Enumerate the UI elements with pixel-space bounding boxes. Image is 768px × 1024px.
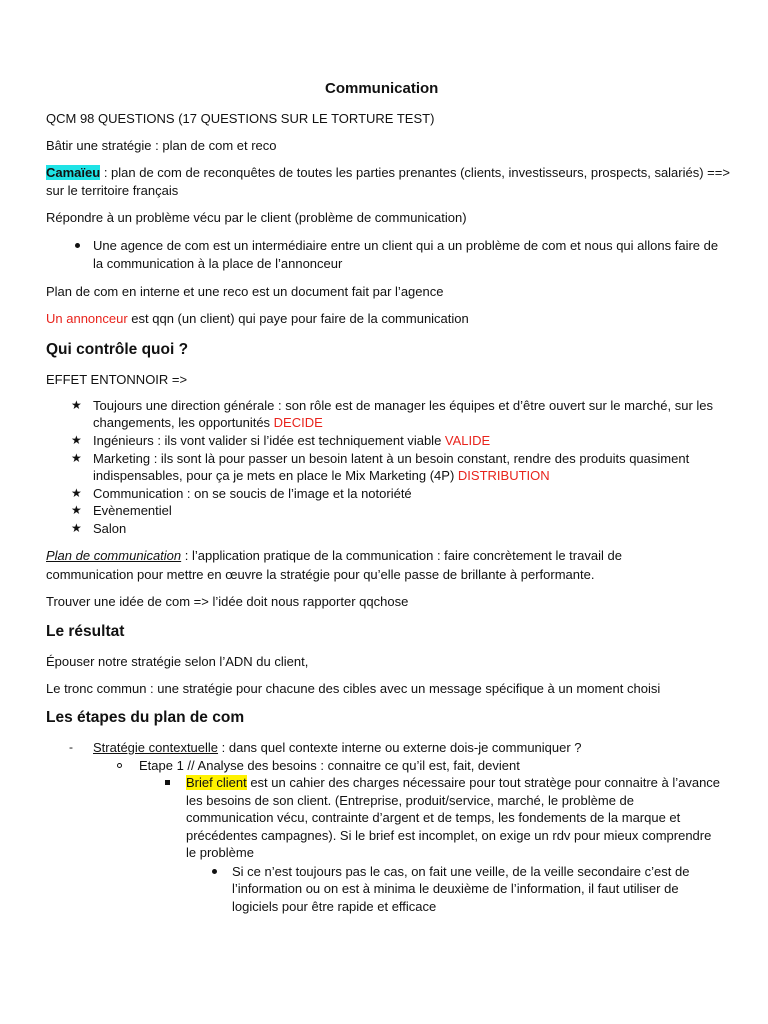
plan-communication-term: Plan de communication [46, 548, 182, 563]
etape1-line: Etape 1 // Analyse des besoins : connaitre ce qu’il est, fait, devient [139, 758, 520, 773]
star-item-evenementiel: Evènementiel [93, 503, 172, 518]
veille-line1: Si ce n’est toujours pas le cas, on fait une veille, de la veille secondaire c’est de [232, 864, 690, 879]
brief-client-highlight: Brief client [186, 775, 247, 790]
decide-label: DECIDE [273, 415, 323, 430]
camaieu-line2: sur le territoire français [46, 183, 179, 198]
trouver-line: Trouver une idée de com => l’idée doit nous rapporter qqchose [46, 594, 409, 609]
star-item-marketing-line1: Marketing : ils sont là pour passer un besoin latent à un besoin constant, rendre des produits quasiment [93, 451, 690, 466]
brief-client-line1 [186, 774, 720, 791]
veille-line3: logiciels pour être rapide et efficace [232, 899, 437, 914]
strategie-contextuelle-text: : dans quel contexte interne ou externe dois-je communiquer ? [218, 740, 582, 755]
plan-interne-line: Plan de com en interne et une reco est un document fait par l’agence [46, 284, 444, 299]
star-item-direction-line2 [93, 414, 323, 431]
star-item-salon: Salon [93, 521, 127, 536]
circle-bullet-icon [117, 763, 122, 768]
strategie-contextuelle-line [93, 739, 582, 756]
annonceur-paragraph [46, 310, 469, 327]
annonceur-term: Un annonceur [46, 311, 128, 326]
effet-entonnoir: EFFET ENTONNOIR => [46, 372, 188, 387]
valide-label: VALIDE [444, 433, 491, 448]
camaieu-paragraph [46, 164, 730, 181]
veille-line2: l’information ou on est à minima le deuxième de l’information, il faut utiliser de [232, 881, 679, 896]
bullet-dot-icon [75, 243, 80, 248]
distribution-label: DISTRIBUTION [457, 468, 550, 483]
tronc-commun-line: Le tronc commun : une stratégie pour chacune des cibles avec un message spécifique à un moment choisi [46, 681, 661, 696]
dash-marker: - [69, 740, 73, 754]
star-item-marketing-line2 [93, 467, 550, 484]
annonceur-text: est qqn (un client) qui paye pour faire de la communication [127, 311, 469, 326]
star-item-communication: Communication : on se soucis de l’image et la notoriété [93, 486, 412, 501]
brief-client-line2: les besoins de son client. (Entreprise, produit/service, marché, le problème de [186, 793, 634, 808]
star-icon: ★ [71, 486, 82, 500]
heading-qui-controle: Qui contrôle quoi ? [46, 341, 189, 358]
marketing-text: indispensables, pour ça je mets en place le Mix Marketing (4P) [93, 468, 458, 483]
star-icon: ★ [71, 433, 82, 447]
heading-etapes: Les étapes du plan de com [46, 709, 245, 726]
star-item-ingenieurs [93, 432, 490, 449]
heading-resultat: Le résultat [46, 623, 125, 640]
brief-client-line5: le problème [186, 845, 254, 860]
direction-text: changements, les opportunités [93, 415, 274, 430]
brief-client-line4: précédentes campagnes). Si le brief est incomplet, on exige un rdv pour mieux comprendre [186, 828, 712, 843]
plan-communication-text: : l’application pratique de la communication : faire concrètement le travail de [181, 548, 622, 563]
camaieu-highlight: Camaïeu [46, 165, 101, 180]
bullet-dot-icon [212, 869, 217, 874]
star-icon: ★ [71, 398, 82, 412]
camaieu-text: : plan de com de reconquêtes de toutes les parties prenantes (clients, investisseurs, prospects, salariés) ==> [100, 165, 730, 180]
star-icon: ★ [71, 521, 82, 535]
epouser-line: Épouser notre stratégie selon l’ADN du client, [46, 654, 309, 669]
agence-bullet-line2: la communication à la place de l’annonceur [93, 256, 343, 271]
brief-client-line3: communication vécu, contrainte d’argent et de temps, les fondements de la marque et [186, 810, 681, 825]
square-bullet-icon [165, 780, 170, 785]
strategy-line: Bâtir une stratégie : plan de com et reco [46, 138, 277, 153]
ingenieurs-text: Ingénieurs : ils vont valider si l’idée est techniquement viable [93, 433, 445, 448]
repondre-line: Répondre à un problème vécu par le client (problème de communication) [46, 210, 467, 225]
agence-bullet-line1: Une agence de com est un intermédiaire entre un client qui a un problème de com et nous qui allons faire de [93, 238, 719, 253]
star-icon: ★ [71, 451, 82, 465]
plan-communication-paragraph [46, 547, 622, 564]
page-title: Communication [325, 80, 439, 97]
star-item-direction-line1: Toujours une direction générale : son rôle est de manager les équipes et d’être ouvert sur le marché, sur les [93, 398, 714, 413]
plan-communication-line2: communication pour mettre en œuvre la stratégie pour qu’elle passe de brillante à performante. [46, 567, 595, 582]
brief-client-text: est un cahier des charges nécessaire pour tout stratège pour connaitre à l’avance [246, 775, 721, 790]
star-icon: ★ [71, 503, 82, 517]
strategie-contextuelle-term: Stratégie contextuelle [93, 740, 219, 755]
qcm-line: QCM 98 QUESTIONS (17 QUESTIONS SUR LE TORTURE TEST) [46, 111, 435, 126]
